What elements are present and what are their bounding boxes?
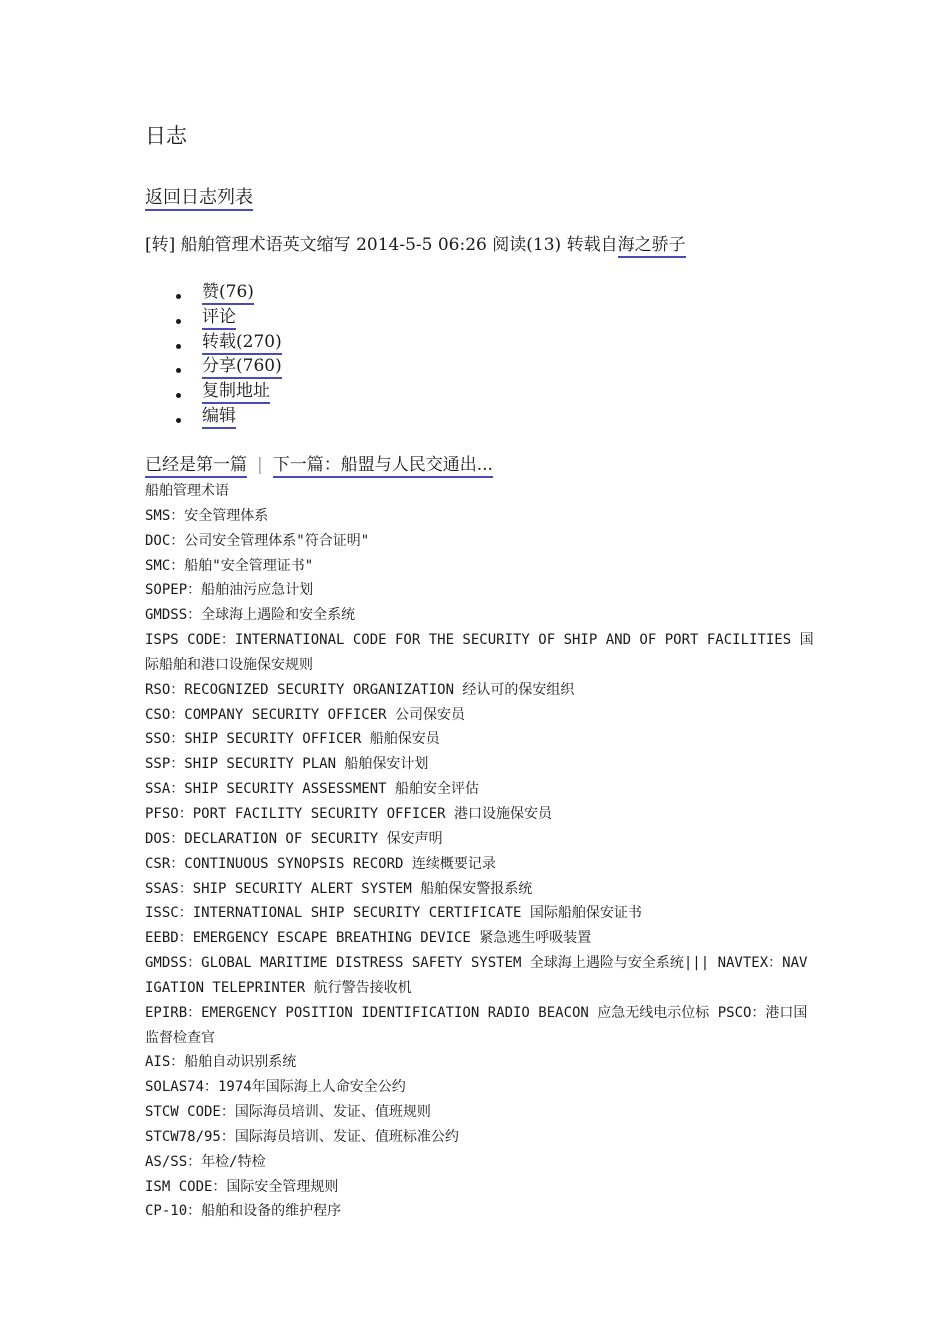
content-line: PFSO：PORT FACILITY SECURITY OFFICER 港口设施保安员 [145, 805, 553, 822]
page-title: 日志 [145, 124, 187, 148]
content-line: SSA：SHIP SECURITY ASSESSMENT 船舶安全评估 [145, 781, 480, 798]
content-line: CSR：CONTINUOUS SYNOPSIS RECORD 连续概要记录 [145, 855, 496, 872]
post-title: 船舶管理术语英文缩写 [180, 235, 351, 255]
post-date: 2014-5-5 06:26 [356, 235, 487, 255]
content-line: SSP：SHIP SECURITY PLAN 船舶保安计划 [145, 756, 429, 773]
content-line: DOS：DECLARATION OF SECURITY 保安声明 [145, 830, 443, 847]
content-line: GMDSS：全球海上遇险和安全系统 [145, 607, 356, 624]
share-link[interactable]: 分享(760) [202, 356, 282, 379]
content-line: RSO：RECOGNIZED SECURITY ORGANIZATION 经认可的保安组织 [145, 681, 575, 698]
action-comment [176, 305, 282, 330]
content-line: CP-10：船舶和设备的维护程序 [145, 1203, 342, 1220]
content-line: SMS：安全管理体系 [145, 507, 269, 524]
content-line: ISM CODE：国际安全管理规则 [145, 1178, 339, 1195]
repost-prefix: 转载自 [566, 235, 618, 255]
action-copy-url [176, 379, 282, 404]
content-line: ISPS CODE：INTERNATIONAL CODE FOR THE SECURITY OF SHIP AND OF PORT FACILITIES 国际船舶和港口设施保安规则 [145, 632, 814, 673]
content-line: DOC：公司安全管理体系"符合证明" [145, 532, 370, 549]
content-line: AS/SS：年检/特检 [145, 1153, 266, 1170]
action-list [176, 280, 282, 429]
content-line: SSO：SHIP SECURITY OFFICER 船舶保安员 [145, 731, 440, 748]
content-line: ISSC：INTERNATIONAL SHIP SECURITY CERTIFICATE 国际船舶保安证书 [145, 905, 642, 922]
content-line: STCW78/95：国际海员培训、发证、值班标准公约 [145, 1128, 459, 1145]
action-edit [176, 404, 282, 429]
repost-source-link[interactable]: 海之骄子 [618, 235, 686, 258]
content-line: AIS：船舶自动识别系统 [145, 1054, 297, 1071]
edit-link[interactable]: 编辑 [202, 406, 236, 429]
repost-link[interactable]: 转载(270) [202, 332, 282, 355]
content-line: GMDSS：GLOBAL MARITIME DISTRESS SAFETY SYSTEM 全球海上遇险与安全系统||| NAVTEX：NAVIGATION TELEPRINTER 航行警告接收机 [145, 955, 808, 996]
content-line: EPIRB：EMERGENCY POSITION IDENTIFICATION RADIO BEACON 应急无线电示位标 PSCO：港口国监督检查官 [145, 1004, 808, 1046]
next-post-link[interactable]: 下一篇：船盟与人民交通出... [273, 455, 493, 478]
content-line: SOPEP：船舶油污应急计划 [145, 582, 314, 599]
post-navigation [145, 452, 493, 478]
read-count: 阅读(13) [492, 235, 562, 255]
back-to-list-link[interactable]: 返回日志列表 [145, 187, 253, 211]
comment-link[interactable]: 评论 [202, 307, 236, 330]
post-meta [145, 232, 686, 258]
nav-separator: | [257, 455, 263, 475]
content-line: STCW CODE：国际海员培训、发证、值班规则 [145, 1104, 431, 1121]
action-repost [176, 330, 282, 355]
copy-url-link[interactable]: 复制地址 [202, 381, 270, 404]
content-line: SOLAS74：1974年国际海上人命安全公约 [145, 1079, 406, 1096]
repost-tag: [转] [145, 235, 176, 255]
like-link[interactable]: 赞(76) [202, 282, 254, 305]
content-line: EEBD：EMERGENCY ESCAPE BREATHING DEVICE 紧急逃生呼吸装置 [145, 930, 592, 947]
content-line: SMC：船舶"安全管理证书" [145, 557, 314, 574]
content-line: 船舶管理术语 [145, 483, 229, 499]
content-line: SSAS：SHIP SECURITY ALERT SYSTEM 船舶保安警报系统 [145, 880, 533, 897]
action-like [176, 280, 282, 305]
post-content [145, 479, 815, 1224]
content-line: CSO：COMPANY SECURITY OFFICER 公司保安员 [145, 706, 466, 723]
action-share [176, 354, 282, 379]
prev-post-link[interactable]: 已经是第一篇 [145, 455, 247, 478]
